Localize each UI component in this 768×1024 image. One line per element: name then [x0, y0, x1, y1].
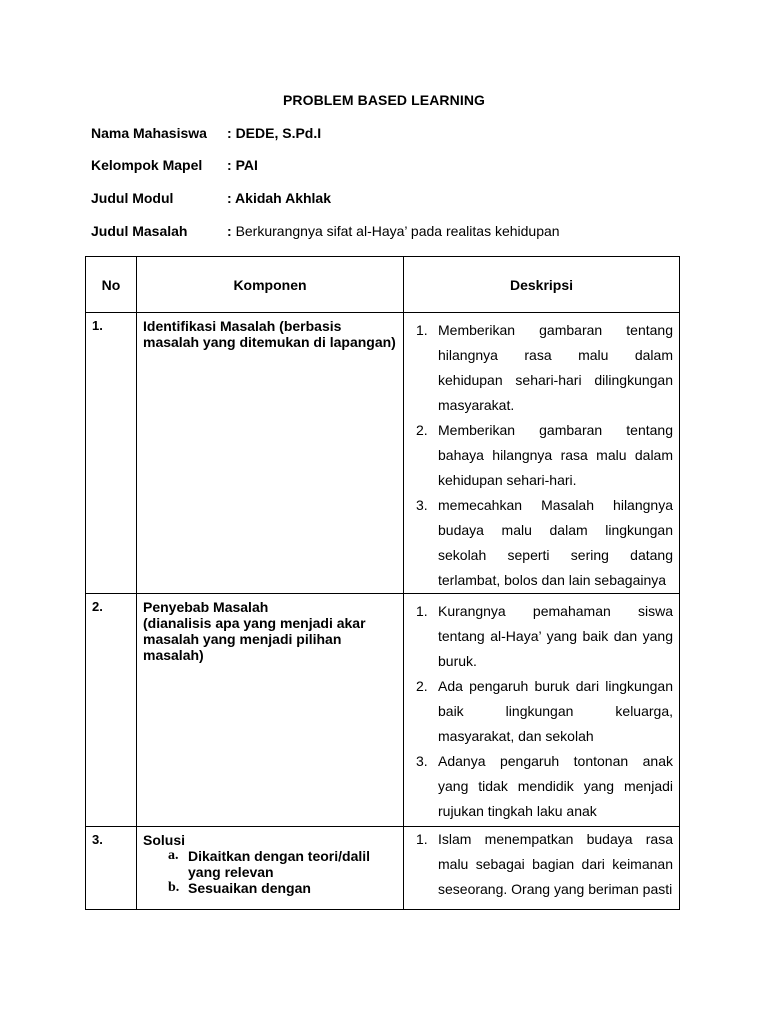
- table-row: [86, 594, 680, 827]
- list-item: 2. Ada pengaruh buruk dari lingkungan baik lingkungan keluarga, masyarakat, dan sekolah: [416, 678, 673, 744]
- meta-label: Judul Masalah: [91, 223, 188, 239]
- pbl-table: [85, 256, 680, 910]
- meta-label: Kelompok Mapel: [91, 157, 203, 173]
- row-number: 1.: [86, 313, 137, 594]
- document-title: PROBLEM BASED LEARNING: [282, 92, 486, 108]
- row-komponen: [137, 827, 404, 910]
- deskripsi-list: [416, 318, 673, 593]
- komponen-subtitle: (dianalisis apa yang menjadi akar masalah yang menjadi pilihan masalah): [143, 615, 366, 663]
- deskripsi-list: [416, 827, 673, 902]
- list-item: a. Dikaitkan dengan teori/dalil yang relevan: [168, 848, 371, 880]
- table-header-row: [86, 257, 680, 313]
- meta-value: : PAI: [227, 157, 258, 173]
- komponen-title: Penyebab Masalah: [143, 599, 269, 615]
- row-komponen: [137, 313, 404, 594]
- meta-label: Nama Mahasiswa: [91, 125, 207, 141]
- row-komponen: [137, 594, 404, 827]
- list-item: b. Sesuaikan dengan: [168, 880, 311, 896]
- table-row: [86, 313, 680, 594]
- deskripsi-list: [416, 599, 673, 824]
- meta-label: Judul Modul: [91, 190, 174, 206]
- meta-value: : DEDE, S.Pd.I: [227, 125, 322, 141]
- row-number: 3.: [86, 827, 137, 910]
- list-item: 2. Memberikan gambaran tentang bahaya hilangnya rasa malu dalam kehidupan sehari-hari.: [416, 422, 673, 488]
- header-komponen: Komponen: [137, 257, 404, 313]
- table-row: [86, 827, 680, 910]
- list-item: 3. Adanya pengaruh tontonan anak yang tidak mendidik yang menjadi rujukan tingkah laku anak: [416, 753, 673, 819]
- meta-value: : Berkurangnya sifat al-Haya’ pada realitas kehidupan: [227, 223, 560, 239]
- list-item: 1. Memberikan gambaran tentang hilangnya rasa malu dalam kehidupan sehari-hari dilingkungan masyarakat.: [416, 322, 673, 413]
- komponen-sublist: [143, 848, 397, 896]
- list-item: 1. Islam menempatkan budaya rasa malu sebagai bagian dari keimanan seseorang. Orang yang beriman pasti: [416, 831, 673, 897]
- header-no: No: [86, 257, 137, 313]
- komponen-title: Identifikasi Masalah (berbasis masalah yang ditemukan di lapangan): [143, 318, 396, 350]
- list-item: 1. Kurangnya pemahaman siswa tentang al-Haya’ yang baik dan yang buruk.: [416, 603, 673, 669]
- header-deskripsi: Deskripsi: [404, 257, 680, 313]
- row-deskripsi: [404, 827, 680, 910]
- row-number: 2.: [86, 594, 137, 827]
- row-deskripsi: [404, 594, 680, 827]
- meta-value: : Akidah Akhlak: [227, 190, 332, 206]
- list-item: 3. memecahkan Masalah hilangnya budaya malu dalam lingkungan sekolah seperti sering datang terlambat, bolos dan lain sebagainya: [416, 497, 673, 588]
- row-deskripsi: [404, 313, 680, 594]
- komponen-title: Solusi: [143, 832, 186, 848]
